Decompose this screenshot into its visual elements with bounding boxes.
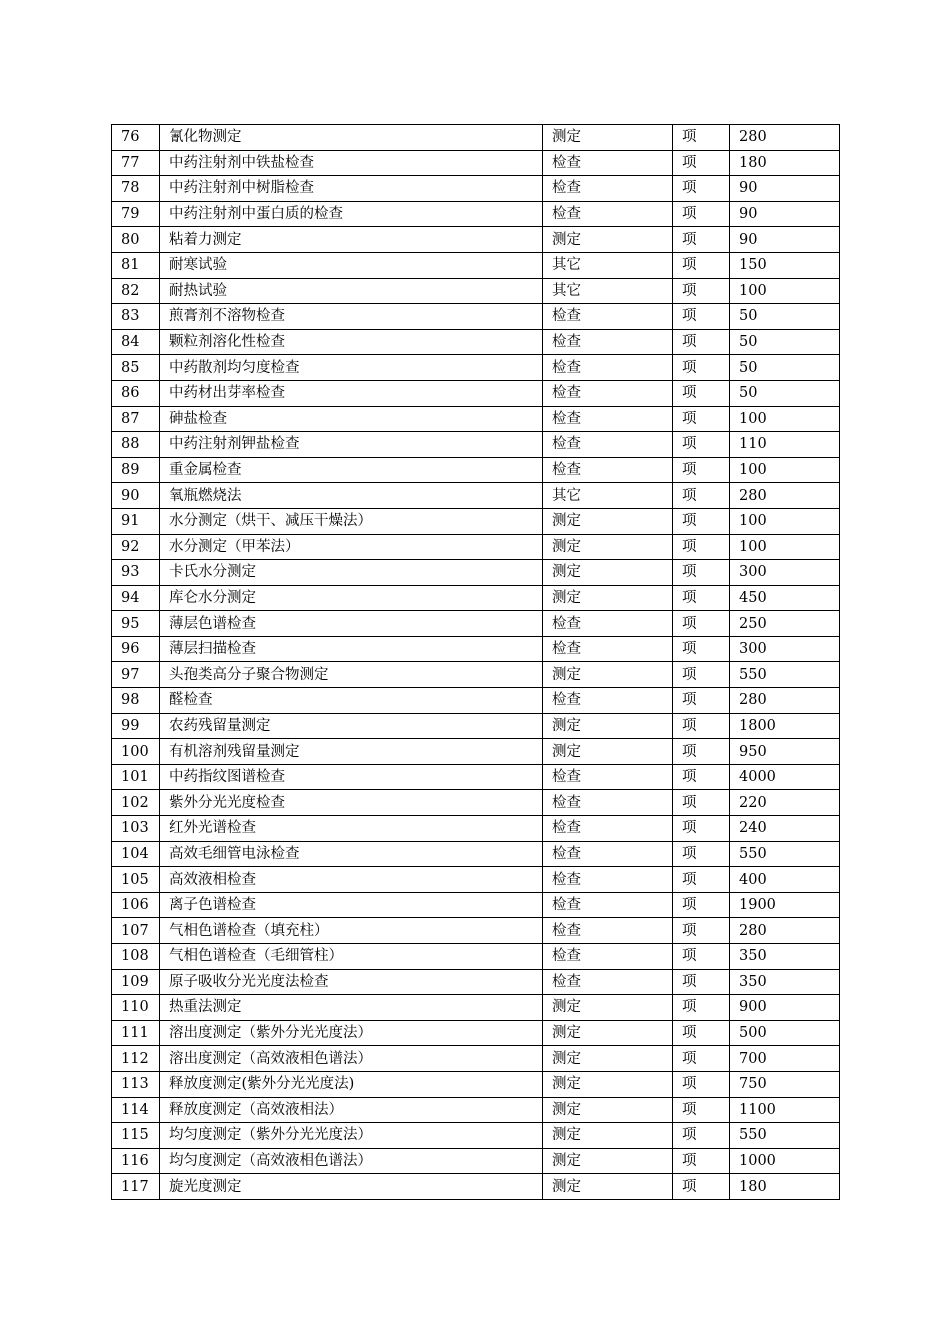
table-row: [112, 176, 840, 202]
item-name: 粘着力测定: [160, 227, 543, 253]
item-unit: 项: [673, 918, 730, 944]
item-type: 检查: [543, 918, 673, 944]
item-price: 1900: [730, 892, 840, 918]
item-price: 300: [730, 636, 840, 662]
item-price: 280: [730, 918, 840, 944]
row-number: 115: [112, 1123, 160, 1149]
row-number: 86: [112, 380, 160, 406]
item-price: 550: [730, 662, 840, 688]
item-type: 测定: [543, 227, 673, 253]
item-price: 100: [730, 534, 840, 560]
item-unit: 项: [673, 304, 730, 330]
item-type: 检查: [543, 406, 673, 432]
item-type: 检查: [543, 329, 673, 355]
item-unit: 项: [673, 841, 730, 867]
item-unit: 项: [673, 1097, 730, 1123]
item-name: 释放度测定（高效液相法）: [160, 1097, 543, 1123]
item-name: 气相色谱检查（填充柱）: [160, 918, 543, 944]
row-number: 82: [112, 278, 160, 304]
row-number: 114: [112, 1097, 160, 1123]
item-type: 测定: [543, 508, 673, 534]
item-unit: 项: [673, 944, 730, 970]
row-number: 91: [112, 508, 160, 534]
table-row: [112, 406, 840, 432]
row-number: 99: [112, 713, 160, 739]
item-unit: 项: [673, 1123, 730, 1149]
row-number: 98: [112, 688, 160, 714]
item-type: 检查: [543, 176, 673, 202]
table-row: [112, 125, 840, 151]
row-number: 79: [112, 201, 160, 227]
item-type: 检查: [543, 636, 673, 662]
table-row: [112, 1174, 840, 1200]
row-number: 85: [112, 355, 160, 381]
item-unit: 项: [673, 560, 730, 586]
item-type: 测定: [543, 1123, 673, 1149]
table-row: [112, 841, 840, 867]
table-row: [112, 918, 840, 944]
item-name: 水分测定（甲苯法）: [160, 534, 543, 560]
item-unit: 项: [673, 585, 730, 611]
table-row: [112, 636, 840, 662]
item-name: 原子吸收分光光度法检查: [160, 969, 543, 995]
row-number: 117: [112, 1174, 160, 1200]
item-unit: 项: [673, 1020, 730, 1046]
item-unit: 项: [673, 227, 730, 253]
item-type: 检查: [543, 790, 673, 816]
item-type: 检查: [543, 304, 673, 330]
item-type: 其它: [543, 252, 673, 278]
item-name: 醛检查: [160, 688, 543, 714]
item-price: 180: [730, 1174, 840, 1200]
item-type: 检查: [543, 150, 673, 176]
row-number: 109: [112, 969, 160, 995]
table-row: [112, 1071, 840, 1097]
item-unit: 项: [673, 278, 730, 304]
table-row: [112, 457, 840, 483]
item-unit: 项: [673, 764, 730, 790]
table-row: [112, 611, 840, 637]
item-type: 测定: [543, 560, 673, 586]
table-row: [112, 764, 840, 790]
item-type: 其它: [543, 483, 673, 509]
item-name: 紫外分光光度检查: [160, 790, 543, 816]
table-row: [112, 560, 840, 586]
item-name: 薄层扫描检查: [160, 636, 543, 662]
item-name: 气相色谱检查（毛细管柱）: [160, 944, 543, 970]
item-price: 90: [730, 227, 840, 253]
table-row: [112, 867, 840, 893]
row-number: 92: [112, 534, 160, 560]
item-unit: 项: [673, 739, 730, 765]
item-price: 240: [730, 816, 840, 842]
table-row: [112, 227, 840, 253]
item-unit: 项: [673, 380, 730, 406]
table-row: [112, 688, 840, 714]
item-name: 薄层色谱检查: [160, 611, 543, 637]
row-number: 94: [112, 585, 160, 611]
item-price: 50: [730, 355, 840, 381]
row-number: 100: [112, 739, 160, 765]
table-row: [112, 1046, 840, 1072]
item-type: 检查: [543, 816, 673, 842]
item-type: 测定: [543, 1174, 673, 1200]
item-price: 110: [730, 432, 840, 458]
item-price: 50: [730, 304, 840, 330]
row-number: 80: [112, 227, 160, 253]
row-number: 103: [112, 816, 160, 842]
item-unit: 项: [673, 125, 730, 151]
item-unit: 项: [673, 406, 730, 432]
table-row: [112, 1148, 840, 1174]
item-type: 测定: [543, 1071, 673, 1097]
table-row: [112, 252, 840, 278]
item-price: 950: [730, 739, 840, 765]
row-number: 83: [112, 304, 160, 330]
table-row: [112, 662, 840, 688]
item-type: 测定: [543, 125, 673, 151]
item-unit: 项: [673, 1148, 730, 1174]
item-name: 氰化物测定: [160, 125, 543, 151]
item-unit: 项: [673, 176, 730, 202]
item-price: 350: [730, 969, 840, 995]
item-type: 检查: [543, 688, 673, 714]
item-unit: 项: [673, 432, 730, 458]
item-name: 溶出度测定（紫外分光光度法）: [160, 1020, 543, 1046]
row-number: 96: [112, 636, 160, 662]
item-price: 300: [730, 560, 840, 586]
row-number: 88: [112, 432, 160, 458]
item-name: 中药注射剂中铁盐检查: [160, 150, 543, 176]
item-unit: 项: [673, 816, 730, 842]
item-price: 550: [730, 1123, 840, 1149]
table-row: [112, 1123, 840, 1149]
item-type: 测定: [543, 995, 673, 1021]
item-type: 检查: [543, 355, 673, 381]
item-price: 900: [730, 995, 840, 1021]
item-price: 100: [730, 278, 840, 304]
item-type: 检查: [543, 841, 673, 867]
row-number: 87: [112, 406, 160, 432]
row-number: 107: [112, 918, 160, 944]
item-unit: 项: [673, 636, 730, 662]
item-unit: 项: [673, 688, 730, 714]
item-name: 溶出度测定（高效液相色谱法）: [160, 1046, 543, 1072]
item-price: 100: [730, 457, 840, 483]
table-row: [112, 201, 840, 227]
item-unit: 项: [673, 508, 730, 534]
table-row: [112, 713, 840, 739]
item-name: 中药注射剂中树脂检查: [160, 176, 543, 202]
row-number: 113: [112, 1071, 160, 1097]
row-number: 108: [112, 944, 160, 970]
item-price: 50: [730, 329, 840, 355]
item-name: 离子色谱检查: [160, 892, 543, 918]
table-row: [112, 1097, 840, 1123]
row-number: 105: [112, 867, 160, 893]
row-number: 110: [112, 995, 160, 1021]
item-price: 250: [730, 611, 840, 637]
item-unit: 项: [673, 457, 730, 483]
item-unit: 项: [673, 329, 730, 355]
item-name: 中药注射剂钾盐检查: [160, 432, 543, 458]
item-type: 检查: [543, 380, 673, 406]
item-type: 测定: [543, 662, 673, 688]
item-name: 高效毛细管电泳检查: [160, 841, 543, 867]
item-price: 280: [730, 688, 840, 714]
item-price: 220: [730, 790, 840, 816]
item-price: 90: [730, 201, 840, 227]
item-unit: 项: [673, 483, 730, 509]
row-number: 89: [112, 457, 160, 483]
item-price: 90: [730, 176, 840, 202]
row-number: 97: [112, 662, 160, 688]
table-row: [112, 278, 840, 304]
item-type: 测定: [543, 739, 673, 765]
item-type: 检查: [543, 457, 673, 483]
table-body: [112, 125, 840, 1200]
table-row: [112, 508, 840, 534]
item-name: 农药残留量测定: [160, 713, 543, 739]
table-row: [112, 304, 840, 330]
item-type: 测定: [543, 713, 673, 739]
item-price: 4000: [730, 764, 840, 790]
item-name: 有机溶剂残留量测定: [160, 739, 543, 765]
item-price: 50: [730, 380, 840, 406]
table-row: [112, 380, 840, 406]
row-number: 95: [112, 611, 160, 637]
item-type: 检查: [543, 969, 673, 995]
item-price: 700: [730, 1046, 840, 1072]
item-price: 280: [730, 125, 840, 151]
table-row: [112, 483, 840, 509]
table-row: [112, 739, 840, 765]
table-row: [112, 892, 840, 918]
row-number: 104: [112, 841, 160, 867]
row-number: 106: [112, 892, 160, 918]
table-row: [112, 790, 840, 816]
table-row: [112, 816, 840, 842]
item-price: 100: [730, 406, 840, 432]
item-type: 检查: [543, 867, 673, 893]
item-unit: 项: [673, 611, 730, 637]
item-type: 检查: [543, 611, 673, 637]
item-price: 1800: [730, 713, 840, 739]
item-name: 重金属检查: [160, 457, 543, 483]
item-price: 150: [730, 252, 840, 278]
row-number: 101: [112, 764, 160, 790]
table-row: [112, 585, 840, 611]
table-row: [112, 150, 840, 176]
item-unit: 项: [673, 969, 730, 995]
item-unit: 项: [673, 867, 730, 893]
item-name: 中药注射剂中蛋白质的检查: [160, 201, 543, 227]
item-unit: 项: [673, 1046, 730, 1072]
row-number: 111: [112, 1020, 160, 1046]
item-name: 库仑水分测定: [160, 585, 543, 611]
item-name: 中药散剂均匀度检查: [160, 355, 543, 381]
item-unit: 项: [673, 534, 730, 560]
table-row: [112, 432, 840, 458]
item-name: 耐热试验: [160, 278, 543, 304]
item-type: 测定: [543, 534, 673, 560]
row-number: 78: [112, 176, 160, 202]
row-number: 112: [112, 1046, 160, 1072]
item-name: 颗粒剂溶化性检查: [160, 329, 543, 355]
table-row: [112, 944, 840, 970]
row-number: 81: [112, 252, 160, 278]
item-type: 检查: [543, 201, 673, 227]
item-name: 耐寒试验: [160, 252, 543, 278]
item-name: 红外光谱检查: [160, 816, 543, 842]
item-name: 均匀度测定（紫外分光光度法）: [160, 1123, 543, 1149]
item-type: 检查: [543, 764, 673, 790]
item-price: 450: [730, 585, 840, 611]
table-row: [112, 969, 840, 995]
item-name: 高效液相检查: [160, 867, 543, 893]
item-type: 检查: [543, 892, 673, 918]
item-type: 检查: [543, 432, 673, 458]
item-unit: 项: [673, 995, 730, 1021]
item-unit: 项: [673, 892, 730, 918]
item-name: 卡氏水分测定: [160, 560, 543, 586]
row-number: 84: [112, 329, 160, 355]
item-name: 煎膏剂不溶物检查: [160, 304, 543, 330]
row-number: 102: [112, 790, 160, 816]
fee-schedule-table: [111, 124, 840, 1200]
item-price: 100: [730, 508, 840, 534]
item-price: 180: [730, 150, 840, 176]
table-row: [112, 329, 840, 355]
item-price: 750: [730, 1071, 840, 1097]
item-unit: 项: [673, 150, 730, 176]
item-type: 其它: [543, 278, 673, 304]
item-unit: 项: [673, 252, 730, 278]
item-name: 中药材出芽率检查: [160, 380, 543, 406]
item-unit: 项: [673, 201, 730, 227]
row-number: 93: [112, 560, 160, 586]
item-name: 水分测定（烘干、减压干燥法）: [160, 508, 543, 534]
item-unit: 项: [673, 713, 730, 739]
item-name: 均匀度测定（高效液相色谱法）: [160, 1148, 543, 1174]
item-unit: 项: [673, 1174, 730, 1200]
row-number: 116: [112, 1148, 160, 1174]
item-name: 砷盐检查: [160, 406, 543, 432]
row-number: 90: [112, 483, 160, 509]
item-name: 释放度测定(紫外分光光度法): [160, 1071, 543, 1097]
item-type: 测定: [543, 585, 673, 611]
item-type: 测定: [543, 1020, 673, 1046]
item-name: 氧瓶燃烧法: [160, 483, 543, 509]
row-number: 76: [112, 125, 160, 151]
item-name: 中药指纹图谱检查: [160, 764, 543, 790]
item-price: 400: [730, 867, 840, 893]
item-type: 检查: [543, 944, 673, 970]
item-price: 500: [730, 1020, 840, 1046]
item-price: 280: [730, 483, 840, 509]
table-row: [112, 1020, 840, 1046]
item-price: 1000: [730, 1148, 840, 1174]
item-unit: 项: [673, 1071, 730, 1097]
item-price: 350: [730, 944, 840, 970]
item-name: 旋光度测定: [160, 1174, 543, 1200]
item-type: 测定: [543, 1097, 673, 1123]
item-type: 测定: [543, 1046, 673, 1072]
item-unit: 项: [673, 355, 730, 381]
item-name: 头孢类高分子聚合物测定: [160, 662, 543, 688]
item-unit: 项: [673, 662, 730, 688]
item-unit: 项: [673, 790, 730, 816]
table-row: [112, 995, 840, 1021]
item-price: 550: [730, 841, 840, 867]
table-row: [112, 534, 840, 560]
row-number: 77: [112, 150, 160, 176]
item-type: 测定: [543, 1148, 673, 1174]
item-price: 1100: [730, 1097, 840, 1123]
table-row: [112, 355, 840, 381]
item-name: 热重法测定: [160, 995, 543, 1021]
